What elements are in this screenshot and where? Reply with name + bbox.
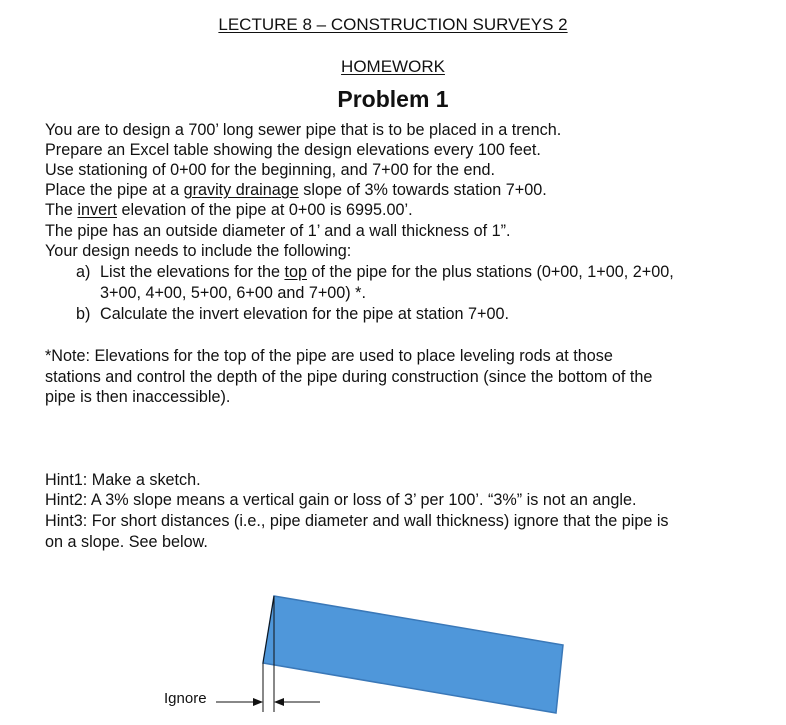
hint-3: Hint3: For short distances (i.e., pipe diameter and wall thickness) ignore that the pipe is — [45, 512, 669, 530]
gravity-drainage-term: gravity drainage — [183, 181, 299, 199]
intro-line-1: You are to design a 700’ long sewer pipe that is to be placed in a trench. — [45, 121, 562, 139]
hint-1: Hint1: Make a sketch. — [45, 471, 201, 489]
hint-3-continued: on a slope. See below. — [45, 533, 208, 551]
intro-line-7: Your design needs to include the following: — [45, 242, 352, 260]
problem-title: Problem 1 — [337, 86, 449, 112]
invert-term: invert — [77, 201, 117, 219]
pipe-section — [263, 596, 563, 713]
note-line-1: *Note: Elevations for the top of the pipe are used to place leveling rods at those — [45, 347, 613, 365]
list-item-a-line-2: 3+00, 4+00, 5+00, 6+00 and 7+00) *. — [100, 284, 366, 302]
note-line-2: stations and control the depth of the pipe during construction (since the bottom of the — [45, 368, 653, 386]
intro-line-2: Prepare an Excel table showing the design elevations every 100 feet. — [45, 141, 541, 159]
top-term: top — [284, 263, 307, 281]
intro-line-5: The invert elevation of the pipe at 0+00 is 6995.00’. — [45, 201, 413, 219]
homework-heading: HOMEWORK — [341, 57, 445, 76]
note-line-3: pipe is then inaccessible). — [45, 388, 231, 406]
list-marker-a: a) — [76, 263, 91, 281]
ignore-label: Ignore — [164, 690, 207, 707]
intro-line-3: Use stationing of 0+00 for the beginning, and 7+00 for the end. — [45, 161, 495, 179]
list-item-a-line-1: List the elevations for the top of the pipe for the plus stations (0+00, 1+00, 2+00, — [100, 263, 674, 281]
list-item-b: Calculate the invert elevation for the pipe at station 7+00. — [100, 305, 509, 323]
intro-line-4: Place the pipe at a gravity drainage slope of 3% towards station 7+00. — [45, 181, 547, 199]
list-marker-b: b) — [76, 305, 91, 323]
hint-2: Hint2: A 3% slope means a vertical gain or loss of 3’ per 100’. “3%” is not an angle. — [45, 491, 637, 509]
lecture-title: LECTURE 8 – CONSTRUCTION SURVEYS 2 — [218, 15, 568, 34]
intro-line-6: The pipe has an outside diameter of 1’ and a wall thickness of 1”. — [45, 222, 511, 240]
